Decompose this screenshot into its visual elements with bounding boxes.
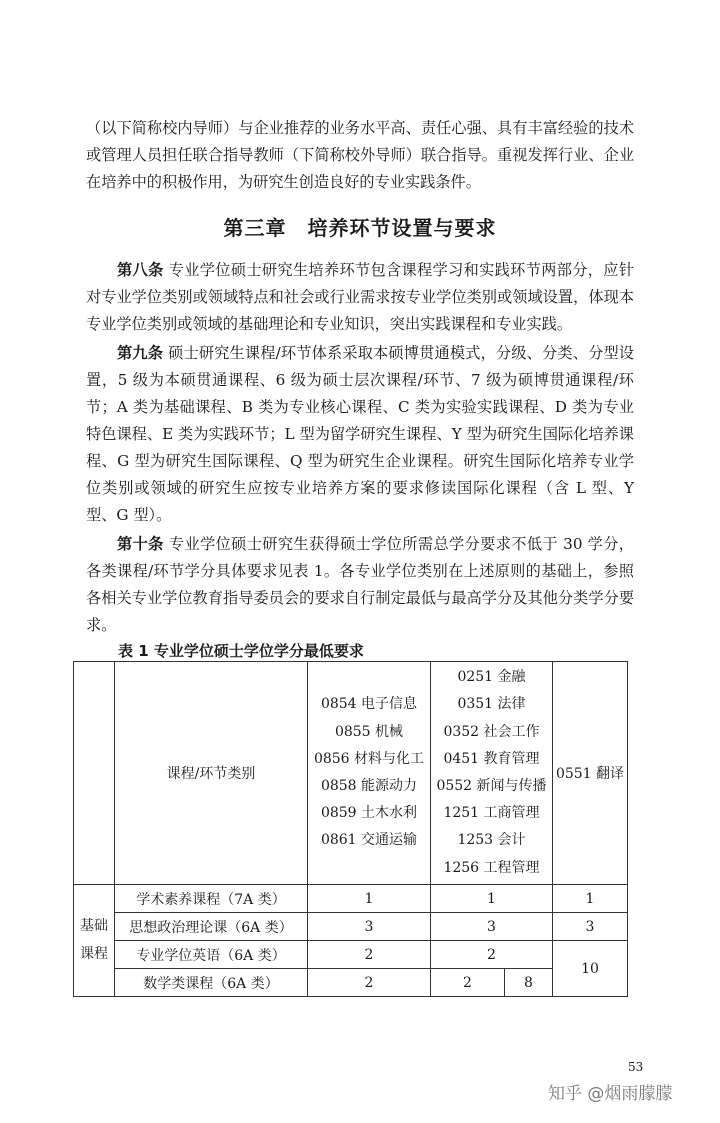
group-2-item: 0251 金融 (457, 669, 526, 686)
credit-cell: 8 (505, 969, 553, 997)
credit-cell: 2 (308, 969, 431, 997)
table-caption: 表 1 专业学位硕士学位学分最低要求 (118, 642, 364, 660)
credit-cell: 1 (431, 885, 553, 913)
intro-text: （以下简称校内导师）与企业推荐的业务水平高、责任心强、具有丰富经验的技术或管理人员担任联合指导教师（下简称校外导师）联合指导。重视发挥行业、企业在培养中的积极作用，为研究生创造良好的专业实践条件。 (86, 119, 634, 191)
category-cell-basic-courses (74, 885, 115, 997)
header-blank-cell (74, 662, 115, 885)
credit-cell: 2 (431, 941, 553, 969)
table-row (74, 969, 628, 997)
group-1-item: 0861 交通运输 (320, 832, 418, 849)
group-2-item: 0352 社会工作 (443, 723, 540, 740)
credit-cell-merged: 10 (553, 941, 628, 997)
category-line: 课程 (80, 945, 108, 962)
table-row (74, 913, 628, 941)
group-1-item: 0854 电子信息 (320, 696, 418, 713)
table-row (74, 885, 628, 913)
group-2-item: 0351 法律 (457, 696, 526, 713)
header-group-1 (308, 662, 431, 885)
group-3-item: 0551 翻译 (555, 766, 625, 782)
article-10-text: 专业学位硕士研究生获得硕士学位所需总学分要求不低于 30 学分，各类课程/环节学分具体要求见表 1。各专业学位类别在上述原则的基础上，参照各相关专业学位教育指导委员会的要求自行制定最低与最高学分及其他分类学分要求。 (86, 535, 634, 634)
article-9-text: 硕士研究生课程/环节体系采取本硕博贯通模式，分级、分类、分型设置，5 级为本硕贯通课程、6 级为硕士层次课程/环节、7 级为硕博贯通课程/环节；A 类为基础课程、B 类为专业核心课程、C 类为实验实践课程、D 类为专业特色课程、E 类为实践环节；L 型为留学研究生课程、Y 型为研究生国际化培养课程、G 型为研究生国际课程、Q 型为研究生企业课程。研究生国际化培养专业学位类别或领域的研究生应按专业培养方案的要求修读国际化课程（含 L 型、Y 型、G 型）。 (86, 344, 635, 524)
group-2-item: 0451 教育管理 (443, 750, 540, 767)
header-category-cell: 课程/环节类别 (115, 662, 308, 885)
credit-cell: 3 (431, 913, 553, 941)
watermark: 知乎 @烟雨朦朦 (548, 1084, 673, 1104)
course-name-cell: 数学类课程（6A 类） (115, 969, 308, 997)
group-2-item: 0552 新闻与传播 (436, 778, 547, 794)
table-header-row (74, 662, 628, 885)
credit-cell: 3 (308, 913, 431, 941)
article-8-lead: 第八条 (117, 261, 164, 279)
article-9-paragraph (86, 340, 634, 529)
article-9-lead: 第九条 (117, 344, 164, 362)
article-8-paragraph (86, 257, 634, 338)
credit-cell: 3 (553, 913, 628, 941)
article-10-lead: 第十条 (117, 535, 164, 553)
course-name-cell: 专业学位英语（6A 类） (115, 941, 308, 969)
header-group-3 (553, 662, 628, 885)
chapter-heading: 第三章 培养环节设置与要求 (223, 216, 497, 240)
group-1-item: 0859 土木水利 (320, 805, 418, 822)
article-10-paragraph (86, 531, 634, 639)
group-2-item: 1253 会计 (457, 832, 526, 849)
credit-cell: 2 (308, 941, 431, 969)
group-1-item: 0858 能源动力 (320, 778, 418, 794)
group-1-item: 0856 材料与化工 (313, 750, 425, 767)
table-row (74, 941, 628, 969)
course-name-cell: 学术素养课程（7A 类） (115, 885, 308, 913)
intro-paragraph (86, 115, 634, 196)
credit-cell: 2 (431, 969, 505, 997)
category-line: 基础 (80, 918, 108, 935)
credit-requirements-table (73, 661, 628, 997)
group-2-item: 1251 工商管理 (443, 805, 540, 822)
article-8-text: 专业学位硕士研究生培养环节包含课程学习和实践环节两部分，应针对专业学位类别或领域特点和社会或行业需求按专业学位类别或领域设置，体现本专业学位类别或领域的基础理论和专业知识，突出实践课程和专业实践。 (86, 261, 635, 333)
credit-cell: 1 (308, 885, 431, 913)
group-2-item: 1256 工程管理 (443, 859, 540, 876)
group-1-item: 0855 机械 (334, 723, 404, 740)
header-group-2 (431, 662, 553, 885)
page-number: 53 (628, 1060, 644, 1074)
credit-cell: 1 (553, 885, 628, 913)
course-name-cell: 思想政治理论课（6A 类） (115, 913, 308, 941)
